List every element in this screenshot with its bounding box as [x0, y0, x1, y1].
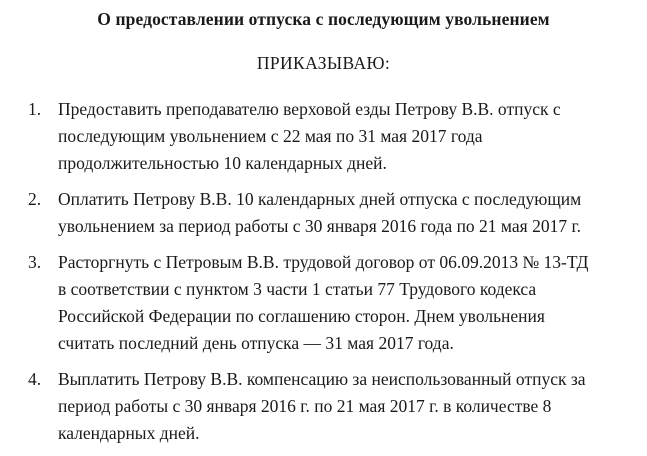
item-line: Оплатить Петрову В.В. 10 календарных дней отпуска с последующим	[58, 189, 582, 209]
item-text	[58, 249, 638, 357]
item-text	[58, 366, 638, 447]
item-line: считать последний день отпуска — 31 мая 2017 года.	[58, 333, 454, 353]
order-items-list	[28, 96, 638, 456]
order-item-2	[28, 186, 638, 240]
order-item-3	[28, 249, 638, 357]
item-number: 4.	[28, 369, 42, 389]
order-item-1	[28, 96, 638, 177]
item-line: последующим увольнением с 22 мая по 31 мая 2017 года	[58, 126, 483, 146]
order-heading: ПРИКАЗЫВАЮ:	[256, 53, 391, 73]
item-number: 2.	[28, 189, 42, 209]
item-line: увольнением за период работы с 30 января 2016 года по 21 мая 2017 г.	[58, 216, 582, 236]
item-line: Предоставить преподавателю верховой езды Петрову В.В. отпуск с	[58, 99, 561, 119]
item-line: Выплатить Петрову В.В. компенсацию за неиспользованный отпуск за	[58, 369, 586, 389]
document-title: О предоставлении отпуска с последующим увольнением	[97, 9, 550, 29]
item-number: 1.	[28, 99, 42, 119]
item-number: 3.	[28, 252, 42, 272]
item-line: календарных дней.	[58, 423, 200, 443]
item-line: Расторгнуть с Петровым В.В. трудовой договор от 06.09.2013 № 13-ТД	[58, 252, 589, 272]
item-line: в соответствии с пунктом 3 части 1 статьи 77 Трудового кодекса	[58, 279, 537, 299]
order-item-4	[28, 366, 638, 447]
item-line: продолжительностью 10 календарных дней.	[58, 153, 387, 173]
item-text	[58, 186, 638, 240]
item-line: Российской Федерации по соглашению сторон. Днем увольнения	[58, 306, 545, 326]
item-line: период работы с 30 января 2016 г. по 21 мая 2017 г. в количестве 8	[58, 396, 552, 416]
item-text	[58, 96, 638, 177]
